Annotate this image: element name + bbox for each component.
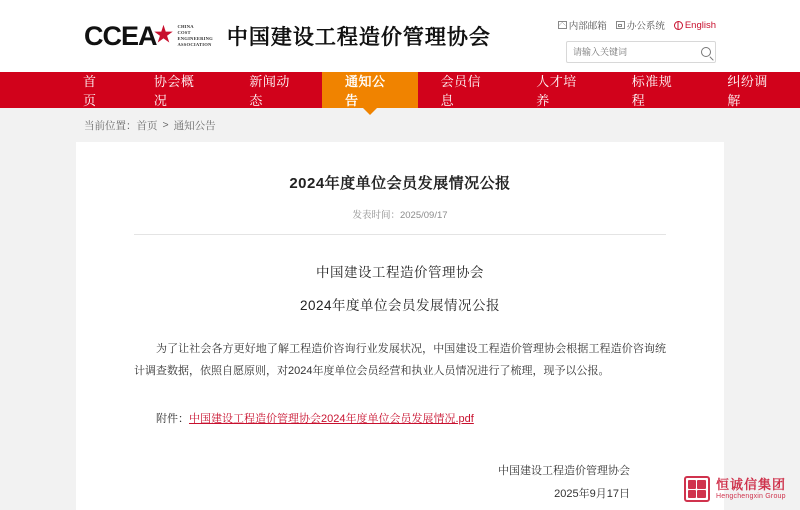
site-header	[0, 0, 800, 72]
article-signature	[134, 460, 666, 506]
language-label: English	[684, 19, 716, 31]
star-icon: ★	[153, 23, 174, 46]
office-system-link[interactable]	[616, 18, 665, 32]
breadcrumb-home-link[interactable]: 首页	[136, 119, 158, 132]
header-links	[566, 18, 716, 32]
article-title: 2024年度单位会员发展情况公报	[289, 175, 511, 192]
nav-item-about[interactable]: 协会概况	[153, 74, 195, 108]
mail-icon	[558, 21, 567, 29]
article-date	[134, 207, 666, 221]
watermark-name-cn: 恒诚信集团	[715, 476, 786, 492]
watermark	[684, 476, 786, 502]
globe-icon	[674, 21, 683, 30]
logo-mark	[84, 21, 213, 52]
attachment-row	[134, 410, 666, 426]
article-body-heading-1: 中国建设工程造价管理协会	[316, 265, 484, 280]
internal-mail-label: 内部邮箱	[568, 21, 607, 32]
header-utilities	[566, 18, 716, 63]
article-divider	[134, 234, 666, 235]
search-box[interactable]	[566, 41, 716, 63]
attachment-label: 附件：	[156, 413, 189, 425]
site-title: 中国建设工程造价管理协会	[226, 26, 491, 49]
nav-item-members[interactable]: 会员信息	[440, 74, 482, 108]
nav-item-home[interactable]: 首页	[83, 74, 97, 108]
main-nav	[0, 72, 800, 108]
search-icon	[701, 47, 711, 57]
site-logo[interactable]	[84, 21, 491, 52]
search-button[interactable]	[696, 43, 715, 61]
nav-item-mediation[interactable]: 纠纷调解	[727, 74, 768, 108]
attachment-link[interactable]: 中国建设工程造价管理协会2024年度单位会员发展情况.pdf	[189, 413, 474, 425]
watermark-text	[716, 478, 786, 501]
content-area	[0, 142, 800, 510]
internal-mail-link[interactable]	[558, 18, 607, 32]
signature-org: 中国建设工程造价管理协会	[498, 465, 630, 477]
article-card	[76, 142, 724, 510]
breadcrumb-prefix: 当前位置：	[84, 119, 137, 132]
breadcrumb	[0, 108, 800, 142]
nav-item-news[interactable]: 新闻动态	[249, 74, 290, 108]
nav-item-announcements[interactable]: 通知公告	[322, 72, 418, 108]
signature-date: 2025年9月17日	[554, 488, 630, 500]
breadcrumb-separator: >	[162, 119, 169, 131]
seal-icon	[684, 476, 710, 502]
page-gutter-right	[724, 142, 800, 510]
breadcrumb-current-link[interactable]: 通知公告	[173, 119, 216, 132]
logo-acronym: CCEA	[84, 20, 157, 51]
article-date-label: 发表时间：	[352, 210, 400, 221]
office-icon	[616, 21, 625, 29]
nav-item-training[interactable]: 人才培养	[536, 74, 577, 108]
article-body-heading-2: 2024年度单位会员发展情况公报	[299, 298, 501, 313]
office-system-label: 办公系统	[626, 21, 665, 32]
article-date-value: 2025/09/17	[399, 210, 448, 221]
watermark-name-en: Hengchengxin Group	[715, 492, 786, 500]
language-switch-link[interactable]	[674, 20, 716, 31]
search-input[interactable]	[567, 47, 696, 57]
page-gutter-left	[0, 142, 76, 510]
nav-item-standards[interactable]: 标准规程	[631, 74, 673, 108]
logo-english-lines: CHINA COST ENGINEERING ASSOCIATION	[177, 24, 213, 47]
article-paragraph: 为了让社会各方更好地了解工程造价咨询行业发展状况，中国建设工程造价管理协会根据工程造价咨询统计调查数据，依照自愿原则，对2024年度单位会员经营和执业人员情况进行了梳理，现予以公报。	[134, 343, 666, 377]
